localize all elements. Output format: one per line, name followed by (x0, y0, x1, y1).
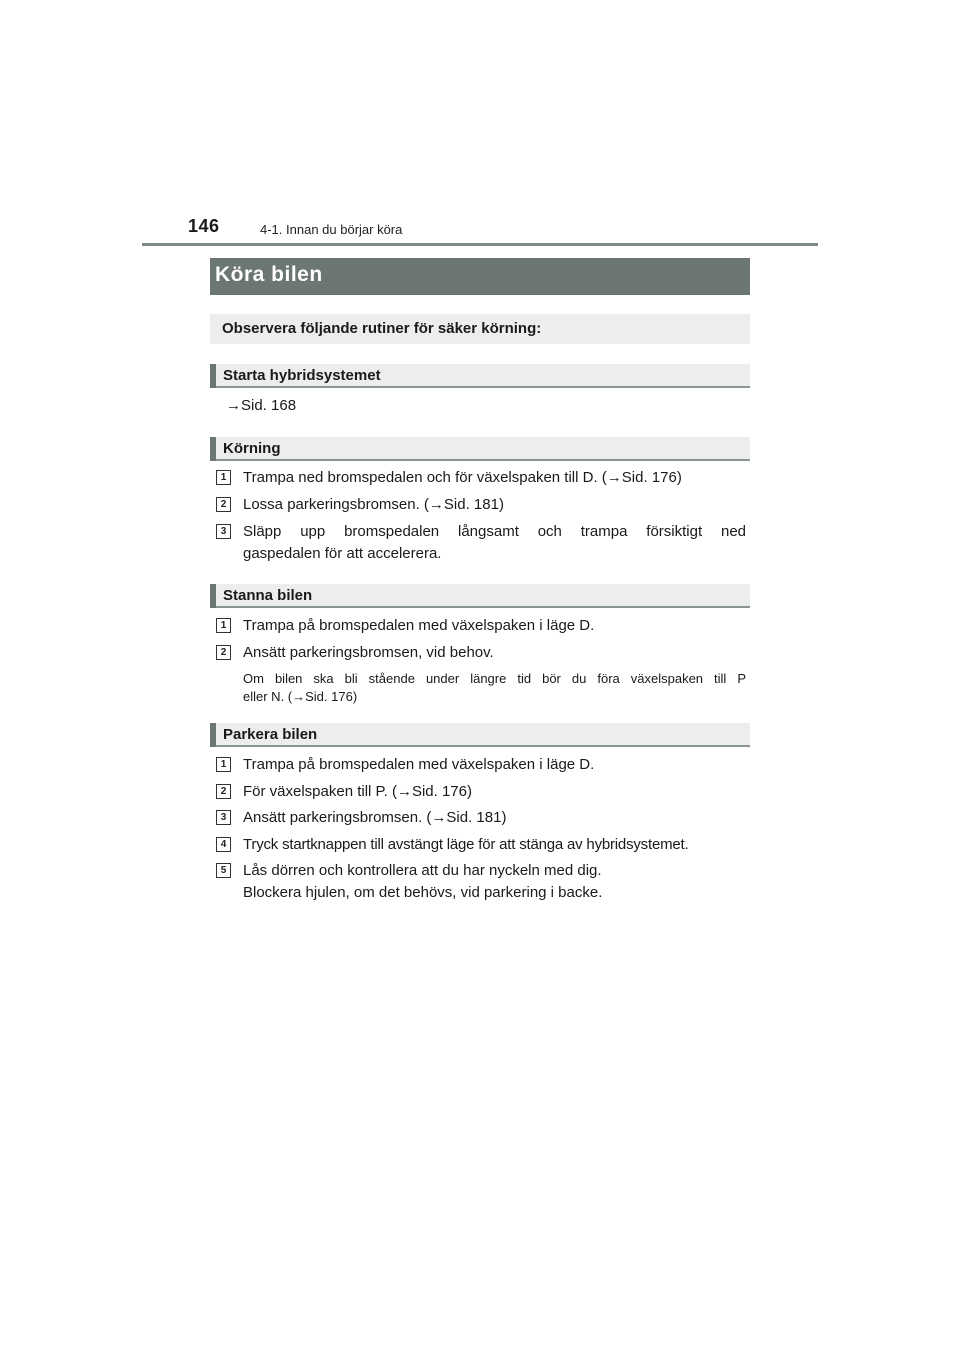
section-heading-label: Körning (223, 440, 281, 457)
step-text: Tryck startknappen till avstängt läge för att stänga av hybridsystemet. (243, 836, 689, 853)
step-text: Trampa på bromspedalen med växelspaken i läge D. (243, 756, 595, 773)
step-text: Lossa parkeringsbromsen. (→Sid. 181) (243, 496, 504, 513)
section-heading-label: Parkera bilen (223, 726, 318, 743)
section-heading-park (210, 723, 750, 747)
step-text-continuation: gaspedalen för att accelerera. (243, 545, 442, 562)
section-heading-stop (210, 584, 750, 608)
page-reference-link[interactable]: →Sid. 168 (226, 397, 297, 414)
step-number: 5 (216, 863, 231, 878)
page-header (0, 0, 960, 250)
step-number: 3 (216, 810, 231, 825)
step-text-continuation: Blockera hjulen, om det behövs, vid parkering i backe. (243, 884, 603, 901)
page-title-bar (210, 258, 750, 295)
step-text: Lås dörren och kontrollera att du har nyckeln med dig. (243, 862, 602, 879)
step-number: 1 (216, 618, 231, 633)
step-text: Ansätt parkeringsbromsen, vid behov. (243, 644, 494, 661)
section-heading-label: Stanna bilen (223, 587, 313, 604)
step-text: Trampa på bromspedalen med växelspaken i läge D. (243, 617, 595, 634)
step-number: 2 (216, 784, 231, 799)
header-divider (142, 243, 818, 246)
page-number: 146 (188, 216, 220, 236)
step-number: 2 (216, 497, 231, 512)
step-number: 1 (216, 757, 231, 772)
step-number: 4 (216, 837, 231, 852)
section-heading-driving (210, 437, 750, 461)
breadcrumb: 4-1. Innan du börjar köra (260, 222, 403, 237)
section-heading-label: Starta hybridsystemet (223, 367, 381, 384)
intro-text: Observera följande rutiner för säker körning: (222, 320, 542, 337)
section-heading-start (210, 364, 750, 388)
page-title: Köra bilen (215, 263, 323, 286)
step-text: För växelspaken till P. (→Sid. 176) (243, 783, 472, 800)
step-number: 1 (216, 470, 231, 485)
step-text: Ansätt parkeringsbromsen. (→Sid. 181) (243, 809, 507, 826)
step-text: Trampa ned bromspedalen och för växelspaken till D. (→Sid. 176) (243, 469, 682, 486)
step-text: Släpp upp bromspedalen långsamt och trampa försiktigt ned (243, 523, 746, 540)
note-text-continuation: eller N. (→Sid. 176) (243, 689, 358, 704)
note-text: Om bilen ska bli stående under längre tid bör du föra växelspaken till P (243, 671, 746, 686)
intro-box (210, 314, 750, 344)
step-number: 2 (216, 645, 231, 660)
step-number: 3 (216, 524, 231, 539)
